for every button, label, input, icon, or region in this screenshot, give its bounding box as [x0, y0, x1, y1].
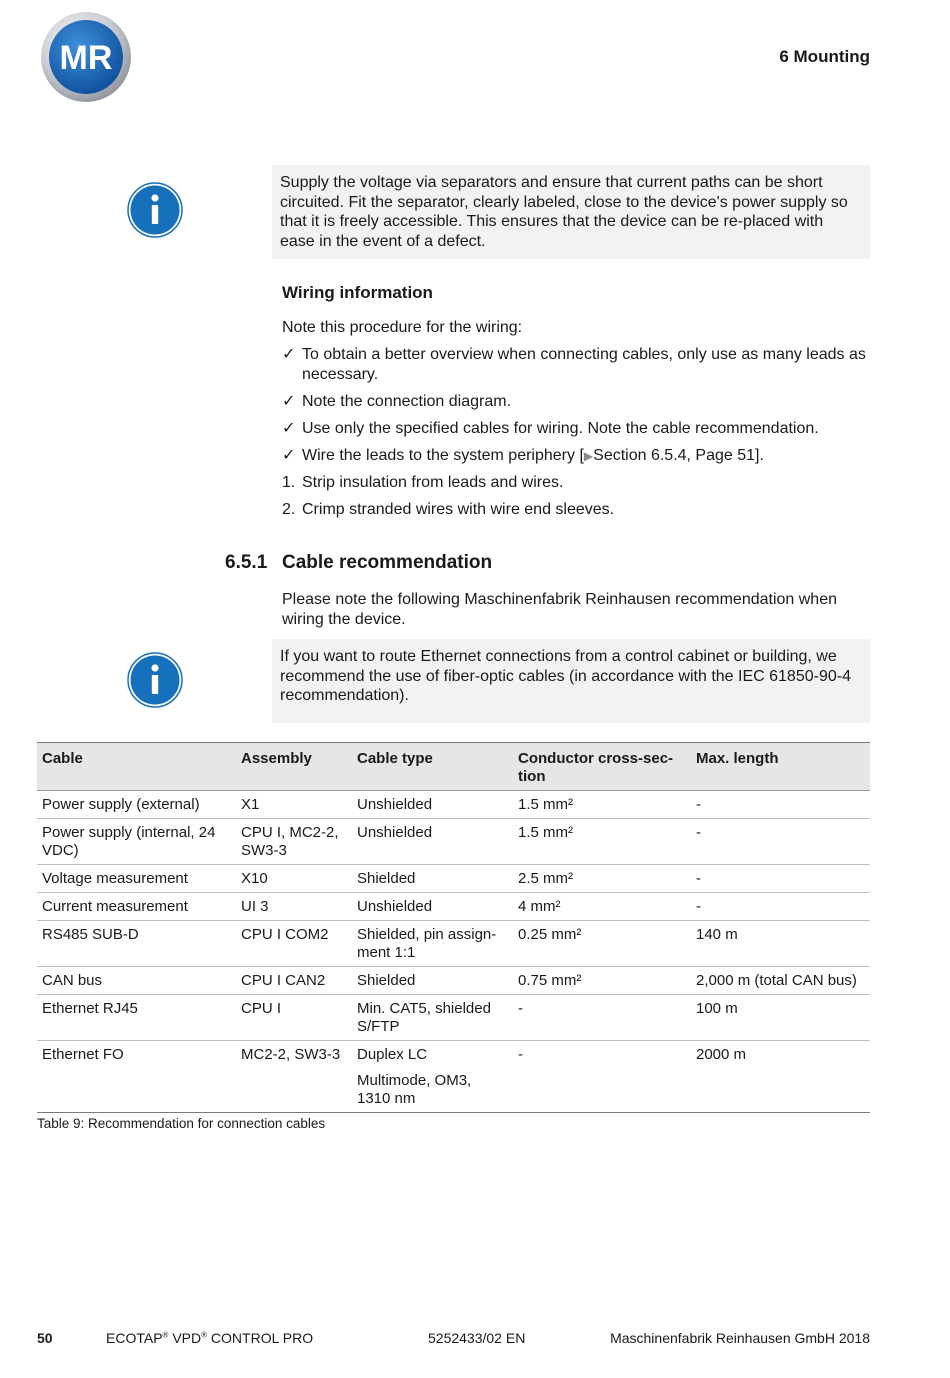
safety-note-box: [272, 165, 870, 259]
table-row: RS485 SUB-D CPU I COM2 Shielded, pin assign-ment 1:1 0.25 mm² 140 m: [37, 921, 870, 967]
section-intro: Please note the following Maschinenfabrik Reinhausen recommendation when wiring the device.: [282, 591, 837, 628]
table-row: Current measurement UI 3 Unshielded 4 mm² -: [37, 893, 870, 921]
arrow-icon: ▶: [583, 449, 594, 463]
info-icon: [127, 652, 183, 708]
wiring-intro: Note this procedure for the wiring:: [282, 319, 523, 336]
table-row: Voltage measurement X10 Shielded 2.5 mm² -: [37, 865, 870, 893]
section-number: 6.5.1: [225, 552, 268, 573]
list-item: ✓ Use only the specified cables for wiring. Note the cable recommendation.: [282, 420, 819, 437]
table-header-row: [37, 743, 870, 791]
logo-text: MR: [59, 39, 113, 77]
check-icon: ✓: [282, 420, 296, 437]
list-item: ✓ To obtain a better overview when connecting cables, only use as many leads as necessary.: [282, 346, 866, 383]
wiring-list: [282, 345, 872, 527]
check-icon: ✓: [282, 346, 296, 363]
list-item: ✓ Note the connection diagram.: [282, 393, 512, 410]
chapter-title: 6 Mounting: [779, 47, 870, 66]
mr-logo: [40, 11, 132, 103]
product-name: ECOTAP® VPD® CONTROL PRO: [106, 1330, 314, 1346]
col-header-cross-section: Conductor cross-sec-tion: [513, 743, 691, 791]
col-header-assembly: Assembly: [236, 743, 352, 791]
list-item: 1. Strip insulation from leads and wires.: [282, 474, 564, 491]
section-title: Cable recommendation: [282, 552, 493, 573]
col-header-max-length: Max. length: [691, 743, 870, 791]
ethernet-note-box: [272, 639, 870, 723]
col-header-cable: Cable: [37, 743, 236, 791]
wiring-heading: Wiring information: [282, 283, 433, 302]
ethernet-note-text: If you want to route Ethernet connections from a control cabinet or building, we recommend the use of fiber-optic cables (in accordance with the IEC 61850-90-4 recommendation).: [280, 648, 851, 704]
table-row: Power supply (internal, 24 VDC) CPU I, MC2-2, SW3-3 Unshielded 1.5 mm² -: [37, 819, 870, 865]
check-icon: ✓: [282, 393, 296, 410]
page-number: 50: [37, 1330, 53, 1346]
table-caption: Table 9: Recommendation for connection cables: [37, 1116, 326, 1131]
company-copyright: Maschinenfabrik Reinhausen GmbH 2018: [610, 1330, 870, 1346]
col-header-cable-type: Cable type: [352, 743, 513, 791]
list-item: 2. Crimp stranded wires with wire end sleeves.: [282, 501, 615, 518]
cable-recommendation-table: [37, 742, 870, 1113]
check-icon: ✓: [282, 447, 296, 464]
table-row: Power supply (external) X1 Unshielded 1.5 mm² -: [37, 791, 870, 819]
section-reference-link[interactable]: Section 6.5.4, Page 51: [593, 447, 756, 464]
table-row: Ethernet FO MC2-2, SW3-3 Duplex LC Multimode, OM3, 1310 nm - 2000 m: [42, 1046, 747, 1107]
table-row: Ethernet RJ45 CPU I Min. CAT5, shielded S/FTP - 100 m: [37, 995, 870, 1041]
table-row: CAN bus CPU I CAN2 Shielded 0.75 mm² 2,000 m (total CAN bus): [37, 967, 870, 995]
safety-note-text: Supply the voltage via separators and ensure that current paths can be short circuited. Fit the separator, clearly labeled, close to the device's power supply so that it is freely accessible. This ensures that the device can be re-placed with ease in the event of a defect.: [280, 174, 848, 250]
step-number: 1.: [282, 474, 296, 491]
step-number: 2.: [282, 501, 296, 518]
list-item: ✓ Wire the leads to the system periphery [▶Section 6.5.4, Page 51].: [282, 447, 764, 464]
info-icon: [127, 182, 183, 238]
document-number: 5252433/02 EN: [428, 1330, 526, 1346]
